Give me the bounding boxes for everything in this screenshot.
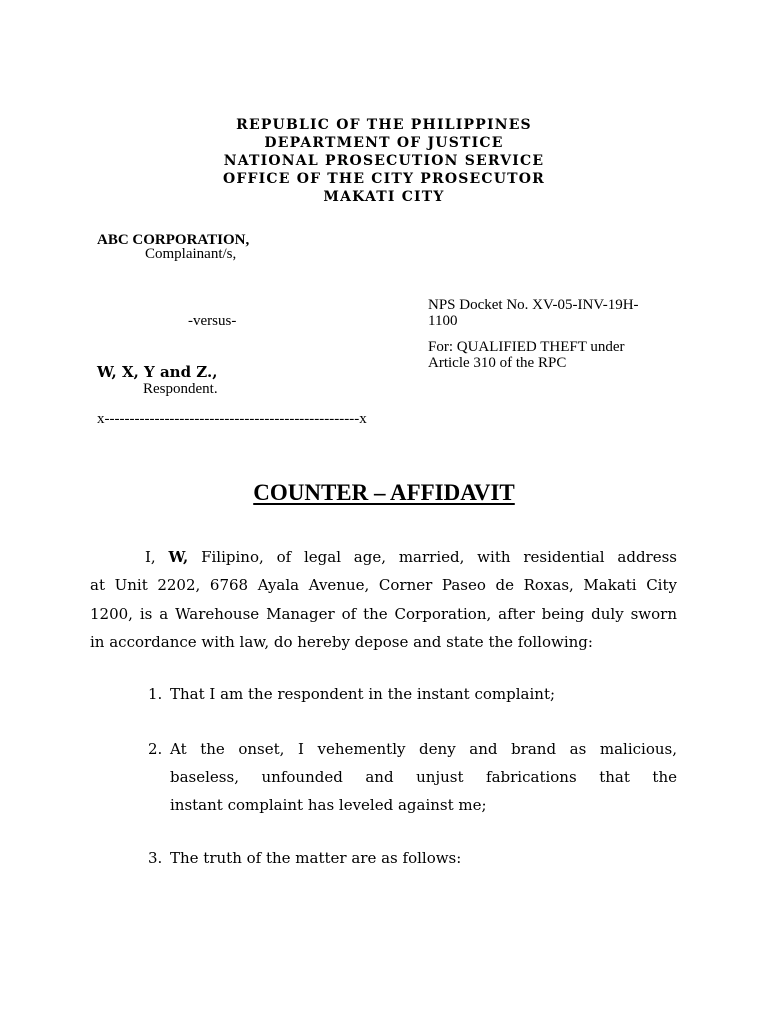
header-line-service: NATIONAL PROSECUTION SERVICE (223, 153, 545, 169)
list-item-number: 3. (148, 849, 163, 867)
list-item-line: At the onset, I vehemently deny and brand as malicious, (170, 740, 677, 758)
document-title (0, 479, 768, 507)
list-item-line: baseless, unfounded and unjust fabrications that the (170, 768, 677, 786)
charge-line: For: QUALIFIED THEFT under (428, 339, 625, 355)
list-item-number: 1. (148, 685, 163, 703)
docket-line: 1100 (428, 313, 458, 329)
list-item-number: 2. (148, 740, 163, 758)
opening-paragraph (90, 543, 677, 656)
list-item (170, 844, 677, 872)
list-item-line: instant complaint has leveled against me; (170, 796, 487, 814)
paragraph-line: in accordance with law, do hereby depose and state the following: (90, 632, 593, 651)
docket-line: NPS Docket No. XV-05-INV-19H- (428, 297, 639, 313)
caption-separator: x---------------------------------------------------x (97, 411, 367, 427)
complainant-name: ABC CORPORATION, (97, 232, 250, 248)
charge-line: Article 310 of the RPC (428, 355, 567, 371)
respondent-role: Respondent. (143, 381, 218, 397)
docket-number (428, 297, 639, 329)
paragraph-line: 1200, is a Warehouse Manager of the Corporation, after being duly sworn (90, 604, 677, 623)
versus-label: -versus- (188, 313, 237, 329)
document-title-text: COUNTER – AFFIDAVIT (253, 480, 515, 505)
list-item-line: The truth of the matter are as follows: (170, 849, 462, 867)
charge-description (428, 339, 625, 371)
list-item (170, 735, 677, 819)
header-line-city: MAKATI CITY (323, 189, 445, 205)
affiant-prefix: I, (145, 548, 156, 566)
respondent-names: W, X, Y and Z., (97, 363, 218, 381)
header-line-department: DEPARTMENT OF JUSTICE (264, 135, 504, 151)
complainant-role: Complainant/s, (145, 246, 237, 262)
header-line-office: OFFICE OF THE CITY PROSECUTOR (222, 171, 546, 187)
paragraph-line (90, 543, 677, 571)
document-header (0, 116, 768, 206)
list-item-line: That I am the respondent in the instant complaint; (170, 685, 556, 703)
affiant-name: W, (168, 548, 189, 566)
paragraph-line: at Unit 2202, 6768 Ayala Avenue, Corner Paseo de Roxas, Makati City (90, 576, 677, 595)
list-item (170, 680, 677, 708)
affiant-description: Filipino, of legal age, married, with residential address (201, 548, 677, 566)
header-line-republic: REPUBLIC OF THE PHILIPPINES (236, 117, 532, 133)
